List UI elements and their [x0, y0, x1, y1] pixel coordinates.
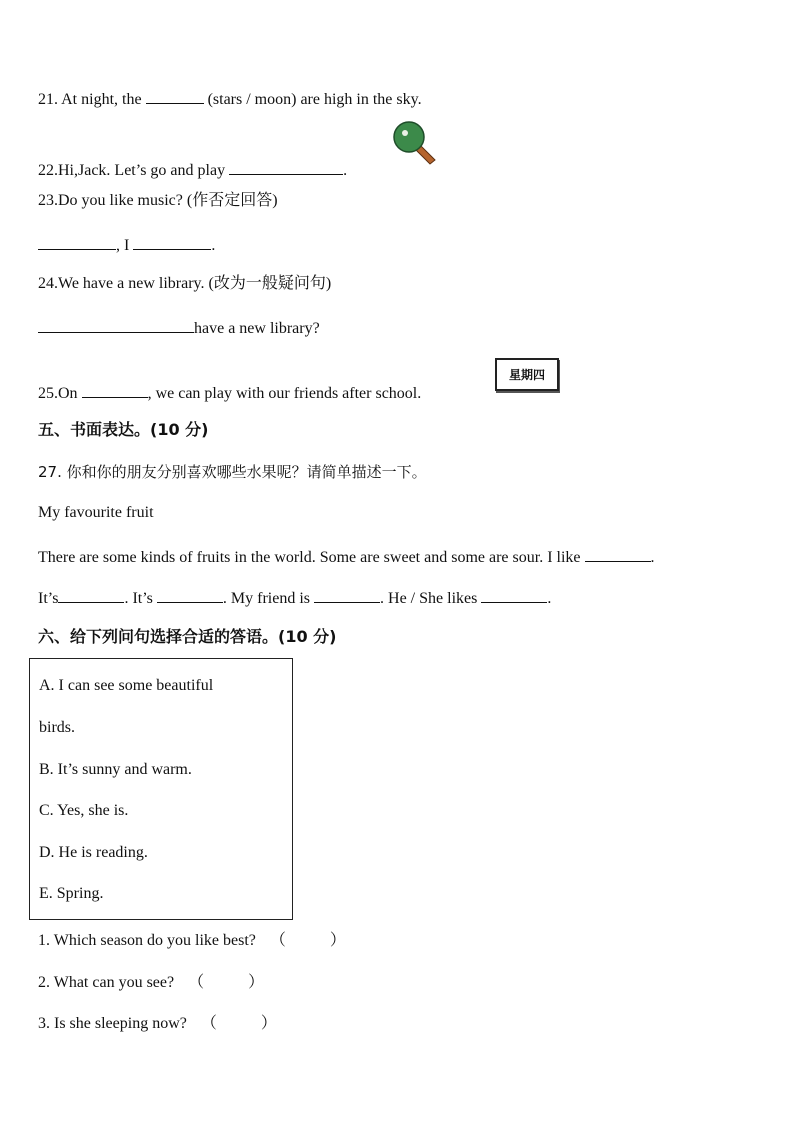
option-e: E. Spring. [39, 885, 104, 902]
paren-close: ） [260, 1015, 277, 1032]
essay-line-2-a: It’s [38, 590, 59, 607]
q21-suffix: (stars / moon) are high in the sky. [207, 91, 422, 108]
q25-suffix: , we can play with our friends after school. [147, 385, 422, 402]
essay-blank-2[interactable] [58, 586, 124, 603]
q22-suffix: . [343, 162, 348, 179]
option-c: C. Yes, she is. [39, 802, 129, 819]
weekday-card-label: 星期四 [508, 368, 545, 382]
matching-question-3-text: 3. Is she sleeping now? [38, 1015, 187, 1032]
q24-suffix: have a new library? [194, 320, 320, 337]
paren-close: ） [329, 932, 346, 949]
essay-line-2-b: . It’s [124, 590, 153, 607]
essay-line-2-end: . [547, 590, 552, 607]
paren-open: （ [269, 932, 286, 949]
q21-blank[interactable] [146, 87, 204, 104]
matching-question-3 [38, 1014, 277, 1034]
matching-answer-3[interactable] [201, 1014, 277, 1034]
essay-blank-3[interactable] [157, 586, 223, 603]
matching-question-1-text: 1. Which season do you like best? [38, 932, 256, 949]
essay-line-1-end: . [650, 549, 655, 566]
q23-question: 23.Do you like music? (作否定回答) [38, 192, 278, 209]
q23-blank-1[interactable] [38, 233, 116, 250]
q25-prefix: 25.On [38, 385, 78, 402]
option-b: B. It’s sunny and warm. [39, 761, 192, 778]
essay-blank-4[interactable] [314, 586, 380, 603]
essay-line-1 [38, 545, 655, 568]
paren-open: （ [200, 1015, 217, 1032]
matching-answer-2[interactable] [188, 973, 264, 993]
essay-title: My favourite fruit [38, 504, 154, 521]
ping-pong-paddle-icon [390, 120, 440, 170]
section-5-heading: 五、书面表达。(10 分) [38, 420, 209, 439]
essay-line-1-text: There are some kinds of fruits in the world. Some are sweet and some are sour. I like [38, 549, 581, 566]
q24-blank[interactable] [38, 316, 194, 333]
q27-instruction: 27. 你和你的朋友分别喜欢哪些水果呢？请简单描述一下。 [38, 463, 427, 481]
question-24 [38, 274, 331, 294]
q25-blank[interactable] [82, 381, 148, 398]
q22-prefix: 22.Hi,Jack. Let’s go and play [38, 162, 226, 179]
q21-prefix: 21. At night, the [38, 91, 142, 108]
q24-question: 24.We have a new library. (改为一般疑问句) [38, 275, 332, 292]
question-21 [38, 87, 422, 110]
matching-question-1 [38, 931, 346, 951]
q23-answer-line [38, 233, 215, 256]
paren-open: （ [188, 974, 205, 991]
option-d: D. He is reading. [39, 844, 148, 861]
weekday-card [495, 358, 559, 391]
option-a: A. I can see some beautiful [39, 677, 214, 694]
question-23 [38, 191, 278, 211]
essay-line-2-d: . He / She likes [380, 590, 478, 607]
answer-options-box [29, 658, 293, 920]
matching-answer-1[interactable] [270, 931, 346, 951]
essay-line-2 [38, 586, 551, 609]
q23-blank-2[interactable] [133, 233, 211, 250]
paren-close: ） [248, 974, 265, 991]
q23-comma-i: , I [116, 237, 130, 254]
essay-blank-1[interactable] [585, 545, 651, 562]
q23-end: . [211, 237, 216, 254]
q22-blank[interactable] [229, 158, 343, 175]
essay-line-2-c: . My friend is [222, 590, 311, 607]
matching-question-2 [38, 973, 264, 993]
essay-blank-5[interactable] [481, 586, 547, 603]
option-a-continued: birds. [39, 719, 75, 736]
q24-answer-line [38, 316, 320, 339]
question-22 [38, 158, 347, 181]
section-6-heading: 六、给下列问句选择合适的答语。(10 分) [38, 627, 337, 646]
matching-question-2-text: 2. What can you see? [38, 974, 175, 991]
question-25 [38, 381, 421, 404]
